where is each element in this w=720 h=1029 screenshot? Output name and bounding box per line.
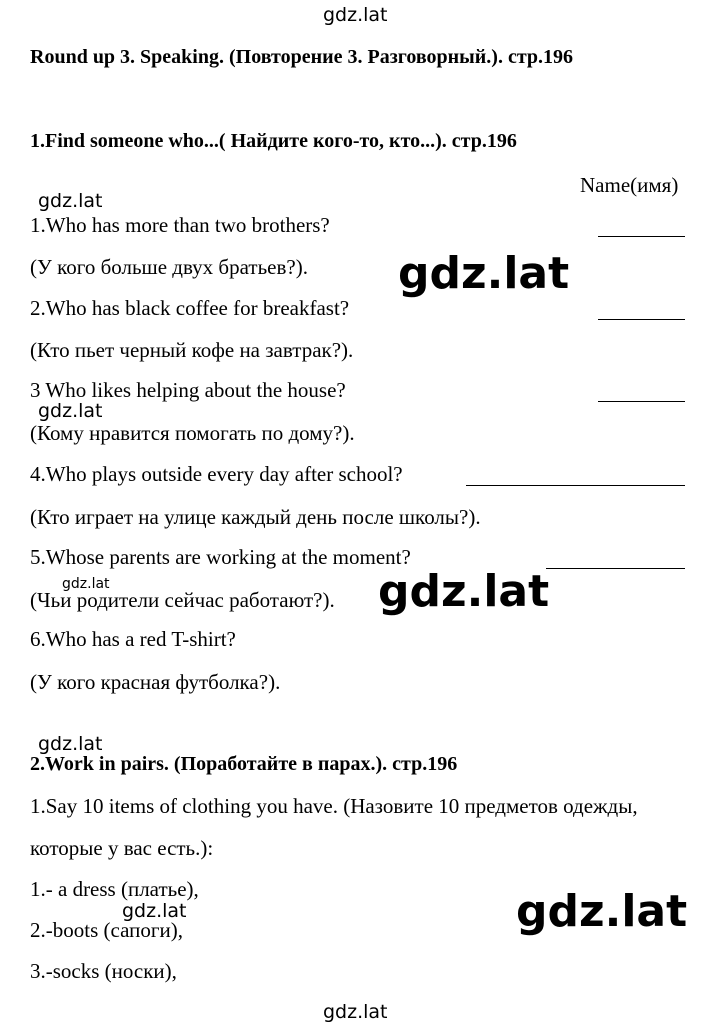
page-title: Round up 3. Speaking. (Повторение 3. Разговорный.). стр.196 bbox=[30, 46, 574, 68]
answer-item-3: 3.-socks (носки), bbox=[30, 959, 177, 983]
watermark-q1: gdz.lat bbox=[38, 190, 103, 212]
answer-blank-1[interactable] bbox=[598, 236, 685, 237]
question-1: 1.Who has more than two brothers? bbox=[30, 213, 330, 237]
answer-blank-5[interactable] bbox=[546, 568, 685, 569]
answer-blank-4[interactable] bbox=[466, 485, 685, 486]
watermark-big-bottom: gdz.lat bbox=[516, 886, 688, 937]
answer-blank-3[interactable] bbox=[598, 401, 685, 402]
watermark-q3: gdz.lat bbox=[38, 400, 103, 422]
name-column-header: Name(имя) bbox=[580, 173, 679, 197]
translation-6: (У кого красная футболка?). bbox=[30, 670, 281, 694]
translation-3: (Кому нравится помогать по дому?). bbox=[30, 421, 355, 445]
watermark-tiny-q5: gdz.lat bbox=[62, 576, 110, 592]
question-3: 3 Who likes helping about the house? bbox=[30, 378, 346, 402]
section2-heading: 2.Work in pairs. (Поработайте в парах.). стр.196 bbox=[30, 753, 458, 775]
translation-5: (Чьи родители сейчас работают?). bbox=[30, 588, 335, 612]
answer-blank-2[interactable] bbox=[598, 319, 685, 320]
watermark-bottom: gdz.lat bbox=[323, 1001, 388, 1023]
task-line-2: которые у вас есть.): bbox=[30, 836, 214, 860]
section1-heading: 1.Find someone who...( Найдите кого-то, кто...). стр.196 bbox=[30, 130, 517, 152]
watermark-big-q1: gdz.lat bbox=[398, 248, 570, 299]
answer-item-2: 2.-boots (сапоги), bbox=[30, 918, 183, 942]
translation-1: (У кого больше двух братьев?). bbox=[30, 255, 308, 279]
translation-4: (Кто играет на улице каждый день после школы?). bbox=[30, 505, 481, 529]
watermark-big-q5: gdz.lat bbox=[378, 566, 550, 617]
answer-item-1: 1.- a dress (платье), bbox=[30, 877, 199, 901]
watermark-top: gdz.lat bbox=[323, 4, 388, 26]
question-6: 6.Who has a red T-shirt? bbox=[30, 627, 236, 651]
question-5: 5.Whose parents are working at the moment? bbox=[30, 545, 411, 569]
question-4: 4.Who plays outside every day after school? bbox=[30, 462, 403, 486]
translation-2: (Кто пьет черный кофе на завтрак?). bbox=[30, 338, 354, 362]
question-2: 2.Who has black coffee for breakfast? bbox=[30, 296, 350, 320]
watermark-clothes: gdz.lat bbox=[122, 900, 187, 922]
task-line-1: 1.Say 10 items of clothing you have. (Назовите 10 предметов одежды, bbox=[30, 794, 638, 818]
watermark-section2: gdz.lat bbox=[38, 733, 103, 755]
